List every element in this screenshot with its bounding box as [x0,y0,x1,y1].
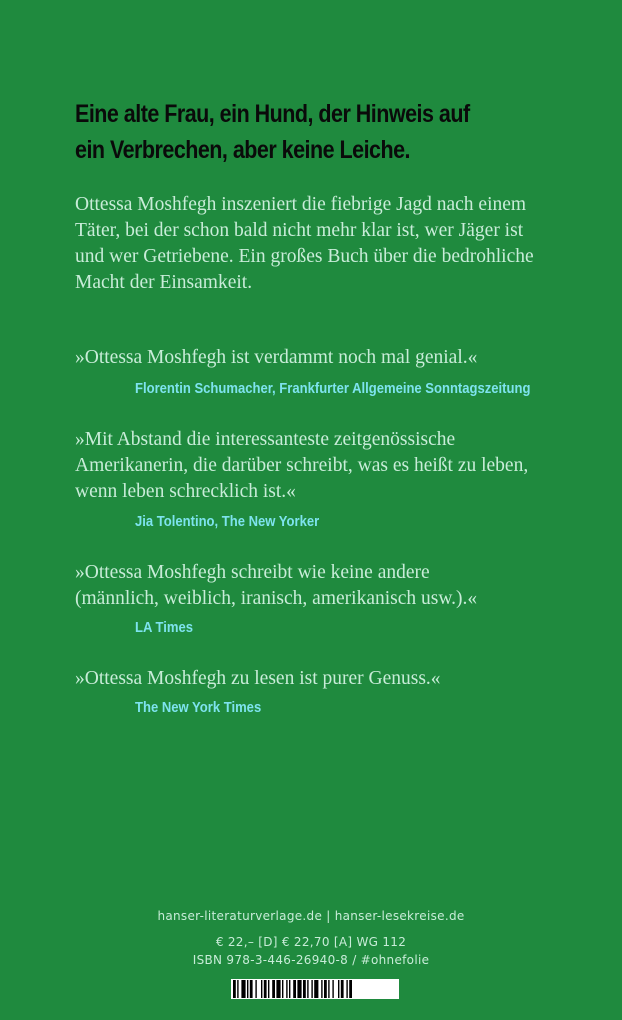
quote-line: wenn leben schrecklich ist.« [75,481,296,502]
blurb-line-3: und wer Getriebene. Ein großes Buch über die bedrohliche [75,246,534,267]
review-source-2: Jia Tolentino, The New Yorker [135,514,320,530]
quote-line: »Ottessa Moshfegh zu lesen ist purer Genuss.« [75,668,441,689]
review-quote-3 [75,560,575,612]
review-quote-1 [75,345,575,371]
review-source-3: LA Times [135,620,194,636]
blurb-line-2: Täter, bei der schon bald nicht mehr klar ist, wer Jäger ist [75,220,524,241]
review-quote-4 [75,666,575,692]
barcode-graphic [231,979,399,999]
headline [75,96,574,168]
quote-line: (männlich, weiblich, iranisch, amerikanisch usw.).« [75,588,478,609]
isbn-info: ISBN 978-3-446-26940-8 / #ohnefolie [192,953,430,967]
barcode [231,979,399,999]
quote-line: »Ottessa Moshfegh schreibt wie keine andere [75,562,430,583]
quote-line: »Ottessa Moshfegh ist verdammt noch mal genial.« [75,347,478,368]
quote-line: Amerikanerin, die darüber schreibt, was es heißt zu leben, [75,455,529,476]
review-source-4: The New York Times [135,700,262,716]
headline-line-1: Eine alte Frau, ein Hund, der Hinweis auf [75,100,470,128]
review-source-1: Florentin Schumacher, Frankfurter Allgemeine Sonntagszeitung [135,381,531,397]
headline-line-2: ein Verbrechen, aber keine Leiche. [75,136,410,164]
blurb-line-1: Ottessa Moshfegh inszeniert die fiebrige Jagd nach einem [75,194,527,215]
review-quote-2 [75,427,575,505]
quote-line: »Mit Abstand die interessanteste zeitgenössische [75,429,456,450]
blurb-paragraph [75,192,555,296]
price-info: € 22,– [D] € 22,70 [A] WG 112 [215,935,407,949]
publisher-websites: hanser-literaturverlage.de | hanser-lesekreise.de [157,909,465,923]
blurb-line-4: Macht der Einsamkeit. [75,272,253,293]
